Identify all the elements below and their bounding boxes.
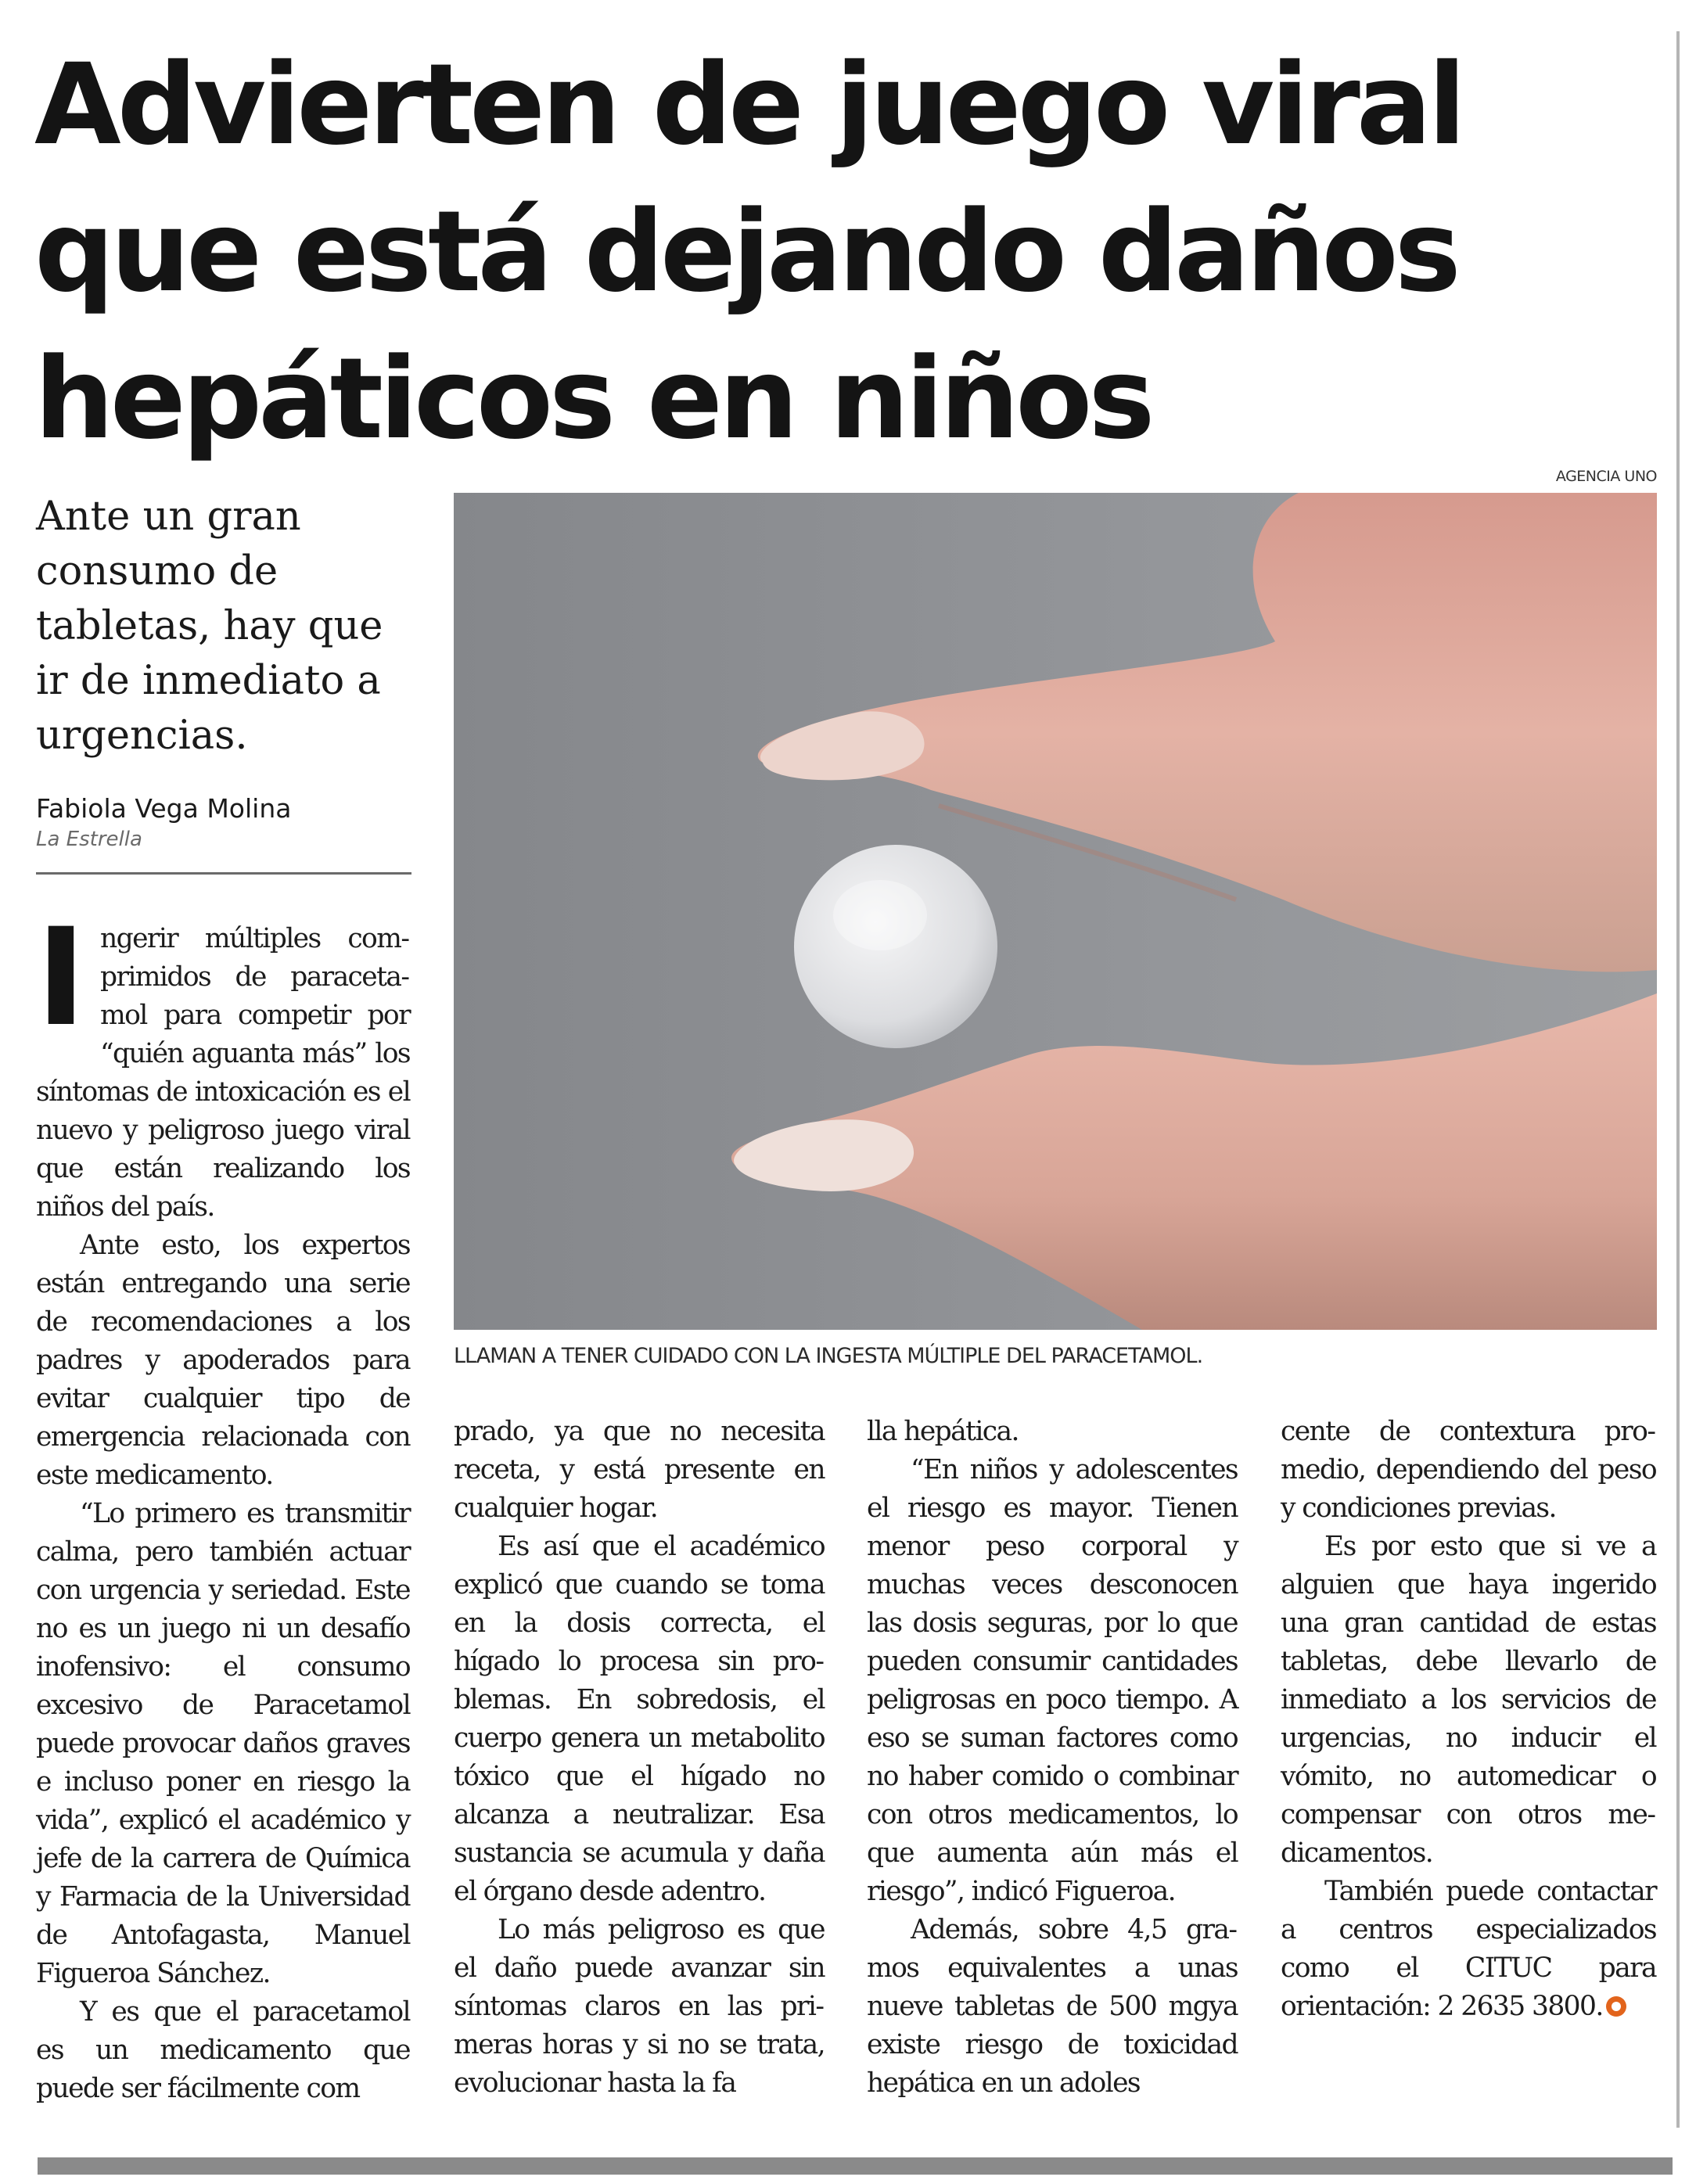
paragraph: lla hepática. (867, 1416, 1019, 1447)
paragraph: “Lo primero es transmitir calma, pero también actuar con urgencia y seriedad. Este no es un juego ni un desafío inofensivo: el consumo excesivo de Paracetamol puede provocar daños graves e incluso poner en riesgo la vida”, explicó el académico y jefe de la carrera de Química y Farmacia de la Universidad de Antofagasta, Manuel Figueroa Sánchez. (36, 1498, 410, 1989)
photo-caption: LLAMAN A TENER CUIDADO CON LA INGESTA MÚLTIPLE DEL PARACETAMOL. (454, 1344, 1203, 1368)
headline-line-1: Advierten de juego viral (34, 39, 1463, 170)
article-column-2 (454, 1413, 825, 2103)
column-rule-right (1676, 31, 1680, 2128)
paragraph-text: ngerir múltiples comprimidos de paracetamol para competir por “quién aguanta más” los síntomas de intoxicación es el nuevo y peligroso juego viral que están realizando los niños del país. (36, 923, 410, 1223)
end-of-article-icon (1606, 1996, 1626, 2017)
paragraph: prado, ya que no necesita receta, y está presente en cualquier hogar. (454, 1416, 825, 1524)
headline-line-3: hepáticos en niños (34, 333, 1152, 464)
paragraph: “En niños y adolescentes el riesgo es mayor. Tienen menor peso corporal y muchas veces desconocen las dosis seguras, por lo que pueden consumir cantidades peligrosas en poco tiempo. A eso se suman factores como no haber comido o combinar con otros medicamentos, lo que aumenta aún más el riesgo”, indicó Figueroa. (867, 1454, 1238, 1907)
deck-line-5: urgencias. (36, 713, 248, 759)
article-photo (454, 493, 1657, 1330)
byline-divider (36, 872, 411, 875)
article-column-3 (867, 1413, 1238, 2103)
paragraph: Además, sobre 4,5 gramos equivalentes a unas nueve tabletas de 500 mgya existe riesgo de toxicidad hepática en un adoles (867, 1914, 1238, 2099)
paragraph: cente de contextura promedio, dependiendo del peso y condiciones previas. (1281, 1416, 1656, 1524)
drop-cap: I (36, 899, 86, 1056)
article-column-1 (36, 899, 410, 2108)
byline-author: Fabiola Vega Molina (36, 793, 292, 824)
deck-line-4: ir de inmediato a (36, 658, 381, 704)
paragraph (1281, 1873, 1656, 2026)
deck-line-1: Ante un gran (36, 494, 301, 540)
deck-line-3: tabletas, hay que (36, 603, 383, 649)
deck-line-2: consumo de (36, 548, 278, 594)
headline-line-2: que está dejando daños (34, 186, 1457, 317)
article-column-4 (1281, 1413, 1656, 2026)
paragraph (36, 899, 410, 1227)
byline-outlet: La Estrella (36, 828, 142, 851)
photo-credit: AGENCIA UNO (1555, 468, 1657, 485)
paragraph: Y es que el paracetamol es un medicamento que puede ser fácilmente com (36, 1996, 410, 2104)
paragraph: Es así que el académico explicó que cuando se toma en la dosis correcta, el hígado lo procesa sin problemas. En sobredosis, el cuerpo genera un metabolito tóxico que el hígado no alcanza a neutralizar. Esa sustancia se acumula y daña el órgano desde adentro. (454, 1531, 825, 1907)
paragraph: Lo más peligroso es que el daño puede avanzar sin síntomas claros en las primeras horas y si no se trata, evolucionar hasta la fa (454, 1914, 825, 2099)
paragraph-text: También puede contactar a centros especializados como el CITUC para orientación: 2 2635 3800. (1281, 1876, 1656, 2022)
pill-between-fingers-illustration (454, 493, 1657, 1330)
headline (34, 31, 1646, 472)
page-footer-bar (38, 2157, 1673, 2175)
paragraph: Ante esto, los expertos están entregando una serie de recomendaciones a los padres y apoderados para evitar cualquier tipo de emergencia relacionada con este medicamento. (36, 1230, 410, 1491)
deck-subheadline (36, 490, 427, 763)
paragraph: Es por esto que si ve a alguien que haya ingerido una gran cantidad de estas tabletas, debe llevarlo de inmediato a los servicios de urgencias, no inducir el vómito, no automedicar o compensar con otros medicamentos. (1281, 1531, 1656, 1869)
